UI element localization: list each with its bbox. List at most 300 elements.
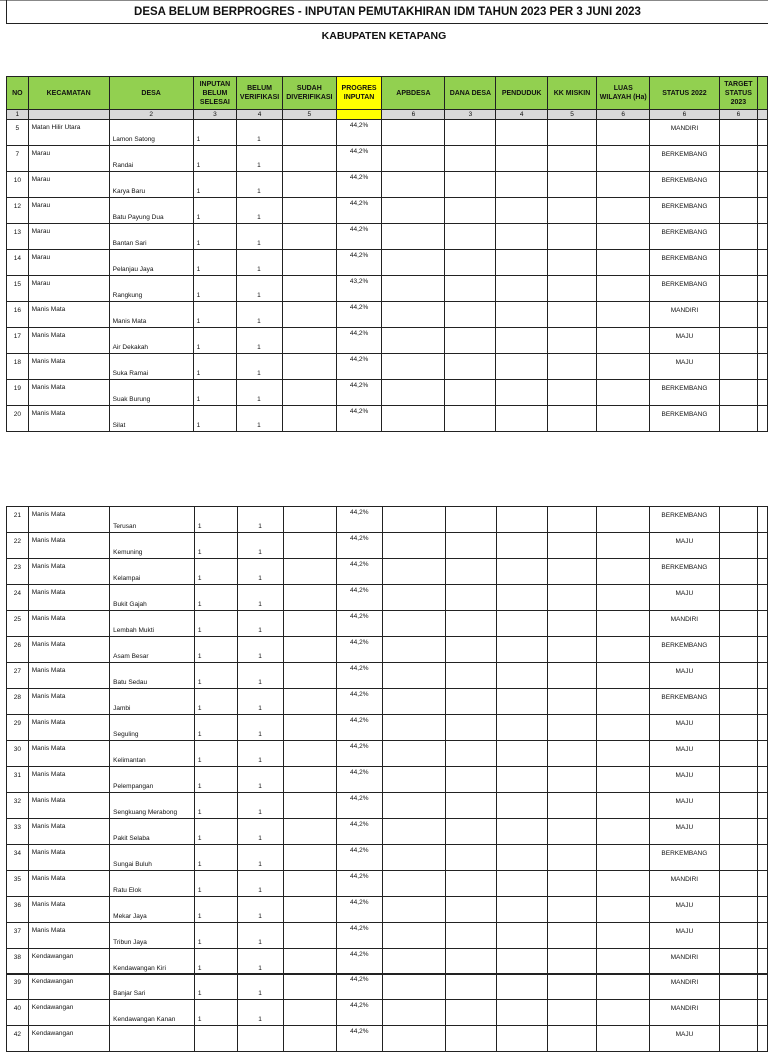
table-row: [7, 611, 768, 637]
row-status-2022: MANDIRI: [650, 120, 719, 146]
row-progres-inputan: 44,2%: [337, 897, 383, 923]
colnum-no: 1: [7, 110, 29, 120]
row-no: 38: [7, 949, 29, 975]
row-target-status-2023: [719, 354, 758, 380]
row-no: 14: [7, 250, 29, 276]
row-dana-desa: [445, 845, 496, 871]
table-row: [7, 380, 768, 406]
row-no: 40: [7, 1000, 29, 1026]
header-dana-desa: DANA DESA: [445, 77, 496, 110]
row-status-2022: MAJU: [650, 663, 720, 689]
row-dana-desa: [445, 689, 496, 715]
row-luas-wilayah: [597, 120, 650, 146]
row-kecamatan: Manis Mata: [28, 819, 109, 845]
header-luas-wilayah: LUAS WILAYAH (Ha): [597, 77, 650, 110]
row-extra: [758, 611, 768, 637]
row-penduduk: [496, 224, 548, 250]
village-table-section-1: [6, 76, 768, 432]
row-luas-wilayah: [597, 146, 650, 172]
header-apbdesa: APBDESA: [382, 77, 445, 110]
row-no: 26: [7, 637, 29, 663]
row-desa: Jambi: [110, 689, 195, 715]
row-luas-wilayah: [596, 949, 649, 975]
row-inputan-belum-selesai: 1: [194, 949, 237, 975]
row-luas-wilayah: [596, 897, 649, 923]
table-row: [7, 328, 768, 354]
row-status-2022: BERKEMBANG: [650, 637, 720, 663]
table-row: [7, 1000, 768, 1026]
colnum-target: 6: [719, 110, 758, 120]
row-kk-miskin: [547, 1026, 596, 1052]
row-kecamatan: Manis Mata: [28, 354, 109, 380]
header-inputan-belum-selesai: INPUTAN BELUM SELESAI: [193, 77, 237, 110]
row-desa: Pelempangan: [110, 767, 195, 793]
row-apbdesa: [382, 845, 445, 871]
row-belum-verifikasi: 1: [237, 406, 283, 432]
row-penduduk: [496, 923, 547, 949]
row-luas-wilayah: [597, 1026, 650, 1052]
row-luas-wilayah: [597, 328, 650, 354]
row-desa: Rangkung: [109, 276, 193, 302]
row-kecamatan: Kendawangan: [28, 949, 109, 975]
row-sudah-diverifikasi: [282, 276, 336, 302]
row-sudah-diverifikasi: [283, 663, 336, 689]
row-kk-miskin: [547, 897, 596, 923]
row-luas-wilayah: [597, 1000, 650, 1026]
row-kecamatan: Manis Mata: [28, 507, 109, 533]
row-desa: Manis Mata: [109, 302, 193, 328]
row-penduduk: [496, 302, 548, 328]
row-target-status-2023: [719, 715, 757, 741]
row-target-status-2023: [719, 871, 757, 897]
row-kecamatan: Manis Mata: [28, 559, 109, 585]
row-desa: Lamon Satong: [109, 120, 193, 146]
header-desa: DESA: [109, 77, 193, 110]
row-desa: Pelanjau Jaya: [109, 250, 193, 276]
row-apbdesa: [382, 507, 445, 533]
row-belum-verifikasi: 1: [237, 328, 283, 354]
row-sudah-diverifikasi: [283, 741, 336, 767]
row-inputan-belum-selesai: 1: [194, 715, 237, 741]
row-penduduk: [496, 611, 547, 637]
header-progres-inputan: PROGRES INPUTAN: [336, 77, 382, 110]
row-belum-verifikasi: 1: [238, 507, 284, 533]
row-progres-inputan: 44,2%: [337, 871, 383, 897]
table-row: [7, 533, 768, 559]
row-sudah-diverifikasi: [283, 974, 336, 1000]
table-row: [7, 585, 768, 611]
colnum-progres: [336, 110, 382, 120]
row-status-2022: MAJU: [650, 793, 720, 819]
row-apbdesa: [382, 767, 445, 793]
table-row: [7, 767, 768, 793]
row-desa: Sengkuang Merabong: [110, 793, 195, 819]
row-kecamatan: Manis Mata: [28, 302, 109, 328]
row-no: 19: [7, 380, 29, 406]
row-inputan-belum-selesai: 1: [193, 146, 237, 172]
row-target-status-2023: [719, 845, 757, 871]
row-belum-verifikasi: 1: [237, 380, 283, 406]
row-belum-verifikasi: 1: [238, 663, 284, 689]
row-luas-wilayah: [597, 354, 650, 380]
row-apbdesa: [382, 715, 445, 741]
row-apbdesa: [382, 302, 445, 328]
row-sudah-diverifikasi: [283, 819, 336, 845]
row-belum-verifikasi: 1: [238, 1000, 284, 1026]
row-kecamatan: Manis Mata: [28, 406, 109, 432]
row-apbdesa: [382, 663, 445, 689]
row-progres-inputan: 44,2%: [336, 302, 382, 328]
table-row: [7, 845, 768, 871]
row-belum-verifikasi: 1: [237, 146, 283, 172]
colnum-penduduk: 4: [496, 110, 548, 120]
row-desa: Mekar Jaya: [110, 897, 195, 923]
row-sudah-diverifikasi: [283, 533, 336, 559]
colnum-luas: 6: [597, 110, 650, 120]
row-sudah-diverifikasi: [283, 923, 336, 949]
row-kecamatan: Manis Mata: [28, 533, 109, 559]
row-desa: Banjar Sari: [110, 974, 195, 1000]
table-row: [7, 559, 768, 585]
row-desa: Kemuning: [110, 533, 195, 559]
row-progres-inputan: 44,2%: [337, 507, 383, 533]
row-extra: [758, 198, 768, 224]
row-progres-inputan: 44,2%: [336, 198, 382, 224]
row-desa: Ratu Elok: [110, 871, 195, 897]
row-luas-wilayah: [596, 819, 649, 845]
row-inputan-belum-selesai: 1: [194, 533, 237, 559]
row-penduduk: [496, 715, 547, 741]
row-kecamatan: Marau: [28, 276, 109, 302]
row-penduduk: [496, 793, 547, 819]
row-no: 17: [7, 328, 29, 354]
row-apbdesa: [382, 949, 445, 975]
row-desa: Pakit Selaba: [110, 819, 195, 845]
table-row: [7, 741, 768, 767]
row-kk-miskin: [547, 146, 596, 172]
row-target-status-2023: [719, 793, 757, 819]
row-no: 23: [7, 559, 29, 585]
row-kecamatan: Manis Mata: [28, 611, 109, 637]
row-belum-verifikasi: 1: [237, 302, 283, 328]
row-status-2022: MAJU: [650, 1026, 719, 1052]
row-status-2022: BERKEMBANG: [650, 198, 719, 224]
row-status-2022: BERKEMBANG: [650, 406, 719, 432]
row-kecamatan: Marau: [28, 224, 109, 250]
row-target-status-2023: [719, 767, 757, 793]
table-row: [7, 224, 768, 250]
row-belum-verifikasi: 1: [237, 198, 283, 224]
row-dana-desa: [445, 198, 496, 224]
row-luas-wilayah: [597, 406, 650, 432]
row-penduduk: [496, 974, 547, 1000]
row-desa: Suak Burung: [109, 380, 193, 406]
row-desa: Seguling: [110, 715, 195, 741]
row-desa: Bantan Sari: [109, 224, 193, 250]
colnum-belum: 4: [237, 110, 283, 120]
row-kk-miskin: [547, 715, 596, 741]
table-row: [7, 507, 768, 533]
row-progres-inputan: 44,2%: [337, 793, 383, 819]
row-inputan-belum-selesai: [194, 1026, 237, 1052]
row-desa: Terusan: [110, 507, 195, 533]
row-progres-inputan: 44,2%: [337, 611, 383, 637]
row-kk-miskin: [547, 380, 596, 406]
colnum-status: 6: [650, 110, 719, 120]
row-target-status-2023: [719, 276, 758, 302]
row-progres-inputan: 44,2%: [337, 533, 383, 559]
row-dana-desa: [445, 923, 496, 949]
row-apbdesa: [382, 741, 445, 767]
row-kecamatan: Manis Mata: [28, 715, 109, 741]
row-status-2022: MANDIRI: [650, 871, 720, 897]
row-extra: [758, 380, 768, 406]
row-luas-wilayah: [596, 559, 649, 585]
row-extra: [758, 819, 768, 845]
row-luas-wilayah: [597, 224, 650, 250]
row-belum-verifikasi: 1: [238, 767, 284, 793]
table-row: [7, 146, 768, 172]
row-dana-desa: [445, 715, 496, 741]
row-luas-wilayah: [596, 871, 649, 897]
row-belum-verifikasi: 1: [237, 120, 283, 146]
row-no: 18: [7, 354, 29, 380]
row-no: 42: [7, 1026, 29, 1052]
row-apbdesa: [382, 533, 445, 559]
row-inputan-belum-selesai: 1: [194, 767, 237, 793]
row-status-2022: MAJU: [650, 585, 720, 611]
row-status-2022: BERKEMBANG: [650, 380, 719, 406]
row-no: 20: [7, 406, 29, 432]
row-extra: [758, 585, 768, 611]
row-progres-inputan: 44,2%: [337, 689, 383, 715]
row-penduduk: [496, 767, 547, 793]
row-desa: [110, 1026, 195, 1052]
row-luas-wilayah: [596, 741, 649, 767]
row-progres-inputan: 44,2%: [337, 585, 383, 611]
row-penduduk: [496, 663, 547, 689]
row-apbdesa: [382, 871, 445, 897]
table-row: [7, 871, 768, 897]
row-status-2022: BERKEMBANG: [650, 224, 719, 250]
row-extra: [758, 949, 768, 975]
row-dana-desa: [445, 637, 496, 663]
row-inputan-belum-selesai: 1: [193, 198, 237, 224]
row-dana-desa: [445, 276, 496, 302]
row-kecamatan: Marau: [28, 250, 109, 276]
row-no: 25: [7, 611, 29, 637]
row-kecamatan: Manis Mata: [28, 689, 109, 715]
row-target-status-2023: [719, 380, 758, 406]
row-no: 12: [7, 198, 29, 224]
row-dana-desa: [445, 793, 496, 819]
row-target-status-2023: [719, 819, 757, 845]
header-row: [7, 77, 768, 110]
row-penduduk: [496, 507, 547, 533]
row-kecamatan: Manis Mata: [28, 585, 109, 611]
row-belum-verifikasi: 1: [238, 559, 284, 585]
row-kecamatan: Marau: [28, 146, 109, 172]
row-sudah-diverifikasi: [283, 1026, 336, 1052]
row-penduduk: [496, 949, 547, 975]
row-progres-inputan: 44,2%: [336, 250, 382, 276]
row-kk-miskin: [547, 328, 596, 354]
table-row: [7, 250, 768, 276]
row-sudah-diverifikasi: [283, 845, 336, 871]
row-inputan-belum-selesai: 1: [194, 585, 237, 611]
row-kk-miskin: [547, 198, 596, 224]
row-progres-inputan: 44,2%: [337, 741, 383, 767]
row-status-2022: BERKEMBANG: [650, 507, 720, 533]
row-progres-inputan: 44,2%: [337, 923, 383, 949]
colnum-desa: 2: [109, 110, 193, 120]
header-kk-miskin: KK MISKIN: [547, 77, 596, 110]
row-progres-inputan: 44,2%: [336, 146, 382, 172]
row-dana-desa: [445, 354, 496, 380]
row-sudah-diverifikasi: [282, 120, 336, 146]
row-no: 15: [7, 276, 29, 302]
row-no: 7: [7, 146, 29, 172]
row-dana-desa: [445, 871, 496, 897]
row-kk-miskin: [547, 767, 596, 793]
row-status-2022: MAJU: [650, 741, 720, 767]
row-apbdesa: [382, 637, 445, 663]
row-desa: Kendawangan Kanan: [110, 1000, 195, 1026]
row-apbdesa: [382, 380, 445, 406]
row-progres-inputan: 44,2%: [336, 380, 382, 406]
row-sudah-diverifikasi: [283, 559, 336, 585]
row-kk-miskin: [547, 533, 596, 559]
row-inputan-belum-selesai: 1: [193, 172, 237, 198]
row-status-2022: MAJU: [650, 715, 720, 741]
row-no: 13: [7, 224, 29, 250]
colnum-kecamatan: [28, 110, 109, 120]
row-kk-miskin: [547, 120, 596, 146]
table-row: [7, 637, 768, 663]
table-row: [7, 663, 768, 689]
row-belum-verifikasi: 1: [238, 897, 284, 923]
row-sudah-diverifikasi: [282, 406, 336, 432]
row-belum-verifikasi: 1: [237, 172, 283, 198]
row-inputan-belum-selesai: 1: [194, 793, 237, 819]
header-no: NO: [7, 77, 29, 110]
row-extra: [758, 224, 768, 250]
row-dana-desa: [445, 302, 496, 328]
row-dana-desa: [445, 146, 496, 172]
row-no: 21: [7, 507, 29, 533]
row-progres-inputan: 44,2%: [337, 1000, 383, 1026]
row-luas-wilayah: [596, 845, 649, 871]
row-inputan-belum-selesai: 1: [194, 559, 237, 585]
row-target-status-2023: [719, 689, 757, 715]
row-progres-inputan: 44,2%: [336, 120, 382, 146]
row-inputan-belum-selesai: 1: [194, 689, 237, 715]
row-extra: [758, 663, 768, 689]
row-kecamatan: Manis Mata: [28, 637, 109, 663]
row-status-2022: BERKEMBANG: [650, 276, 719, 302]
row-luas-wilayah: [596, 715, 649, 741]
table-row: [7, 689, 768, 715]
row-luas-wilayah: [596, 663, 649, 689]
row-belum-verifikasi: 1: [238, 871, 284, 897]
row-apbdesa: [382, 1026, 445, 1052]
row-penduduk: [496, 1000, 547, 1026]
row-progres-inputan: 44,2%: [337, 559, 383, 585]
row-target-status-2023: [719, 198, 758, 224]
row-sudah-diverifikasi: [283, 897, 336, 923]
row-kecamatan: Manis Mata: [28, 767, 109, 793]
row-apbdesa: [382, 250, 445, 276]
row-kk-miskin: [547, 507, 596, 533]
row-no: 29: [7, 715, 29, 741]
row-penduduk: [496, 354, 548, 380]
row-extra: [758, 354, 768, 380]
row-penduduk: [496, 871, 547, 897]
row-kecamatan: Manis Mata: [28, 380, 109, 406]
row-luas-wilayah: [597, 974, 650, 1000]
row-kk-miskin: [547, 250, 596, 276]
table-row: [7, 276, 768, 302]
row-kk-miskin: [547, 819, 596, 845]
row-target-status-2023: [719, 663, 757, 689]
row-kk-miskin: [547, 406, 596, 432]
row-inputan-belum-selesai: 1: [194, 1000, 237, 1026]
row-kk-miskin: [547, 949, 596, 975]
row-luas-wilayah: [596, 507, 649, 533]
row-luas-wilayah: [597, 172, 650, 198]
row-extra: [758, 406, 768, 432]
row-no: 5: [7, 120, 29, 146]
row-luas-wilayah: [596, 533, 649, 559]
row-kk-miskin: [547, 585, 596, 611]
row-desa: Karya Baru: [109, 172, 193, 198]
row-luas-wilayah: [596, 923, 649, 949]
row-belum-verifikasi: 1: [238, 845, 284, 871]
row-status-2022: MANDIRI: [650, 949, 720, 975]
row-luas-wilayah: [597, 302, 650, 328]
row-extra: [758, 923, 768, 949]
row-apbdesa: [382, 923, 445, 949]
row-dana-desa: [445, 1000, 496, 1026]
row-desa: Sungai Buluh: [110, 845, 195, 871]
row-status-2022: MANDIRI: [650, 1000, 719, 1026]
row-desa: Kendawangan Kiri: [110, 949, 195, 975]
column-number-row: [7, 110, 768, 120]
row-progres-inputan: 44,2%: [337, 949, 383, 975]
row-extra: [758, 1026, 768, 1052]
row-kk-miskin: [547, 793, 596, 819]
row-kecamatan: Manis Mata: [28, 923, 109, 949]
row-target-status-2023: [719, 302, 758, 328]
row-belum-verifikasi: 1: [237, 354, 283, 380]
row-sudah-diverifikasi: [283, 1000, 336, 1026]
row-apbdesa: [382, 406, 445, 432]
row-kk-miskin: [547, 974, 596, 1000]
row-apbdesa: [382, 328, 445, 354]
row-dana-desa: [445, 663, 496, 689]
row-inputan-belum-selesai: 1: [194, 923, 237, 949]
row-kecamatan: Manis Mata: [28, 741, 109, 767]
row-belum-verifikasi: 1: [237, 250, 283, 276]
table-row: [7, 198, 768, 224]
row-kecamatan: Matan Hilir Utara: [28, 120, 109, 146]
village-table-section-2: [6, 506, 768, 975]
row-sudah-diverifikasi: [282, 328, 336, 354]
row-belum-verifikasi: 1: [237, 276, 283, 302]
row-kk-miskin: [547, 611, 596, 637]
row-penduduk: [496, 845, 547, 871]
row-apbdesa: [382, 1000, 445, 1026]
